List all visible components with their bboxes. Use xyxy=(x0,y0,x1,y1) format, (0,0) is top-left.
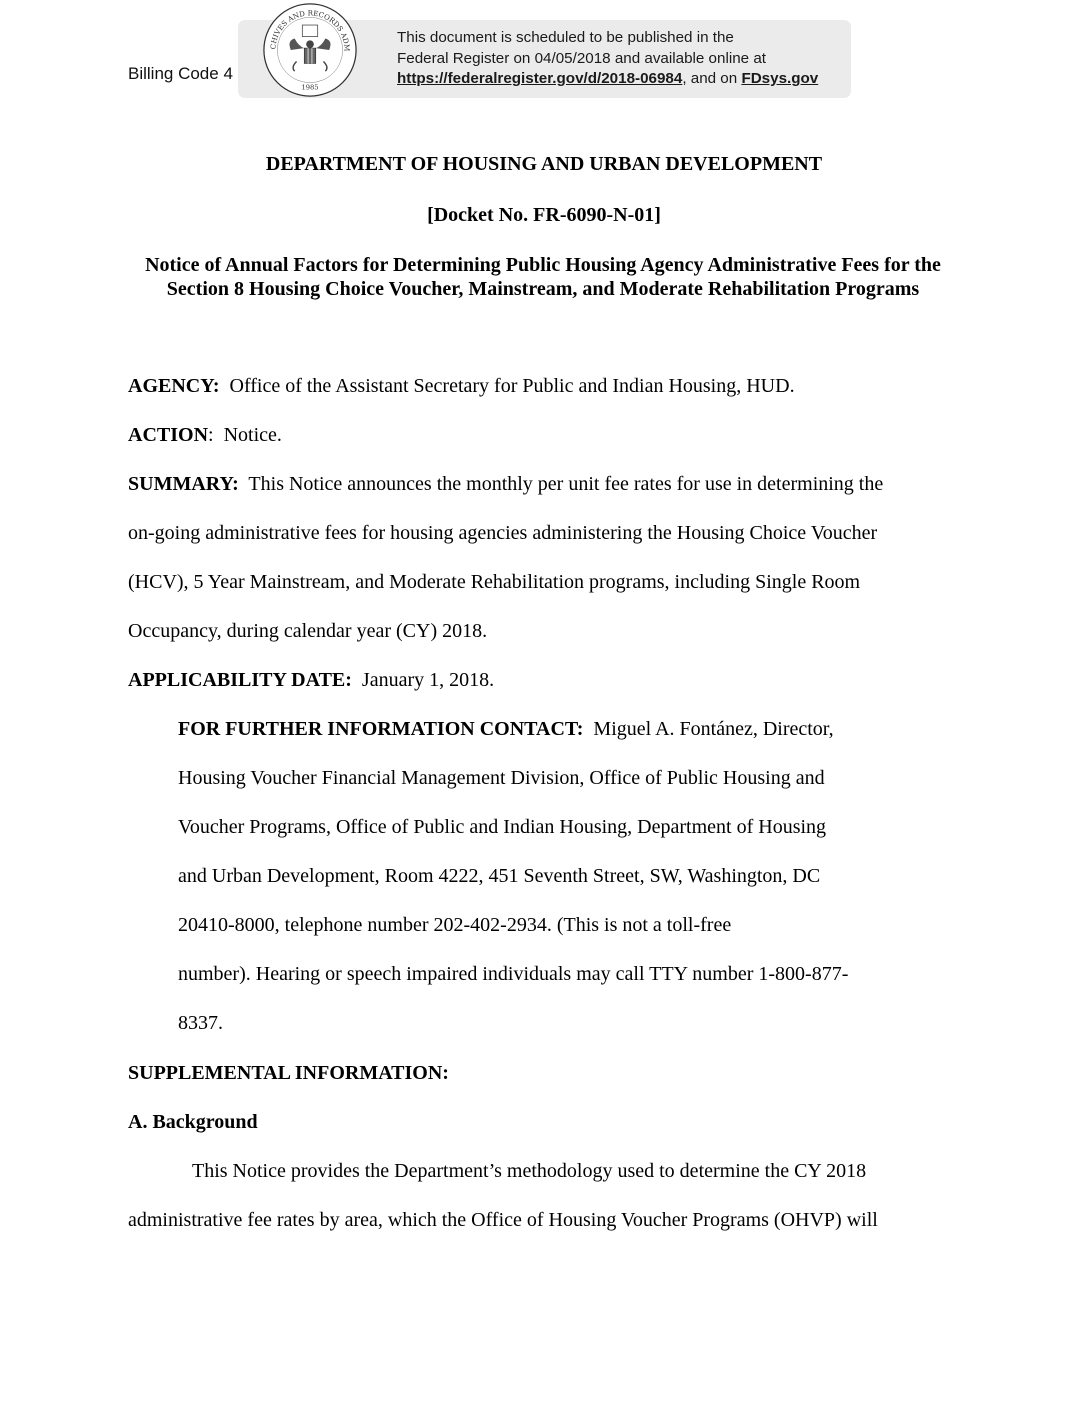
applicability-label: APPLICABILITY DATE: xyxy=(128,669,352,691)
background-line-2: administrative fee rates by area, which the Office of Housing Voucher Programs (OHVP) will xyxy=(128,1209,878,1231)
seal-year: 1985 xyxy=(301,83,319,92)
background-heading: A. Background xyxy=(128,1111,258,1133)
applicability-text: January 1, 2018. xyxy=(361,669,495,691)
seal-text: CHIVES AND RECORDS ADM xyxy=(268,8,352,52)
federal-register-link[interactable]: https://federalregister.gov/d/2018-06984 xyxy=(397,70,683,87)
action-label: ACTION xyxy=(128,424,209,446)
summary-line-3: (HCV), 5 Year Mainstream, and Moderate Rehabilitation programs, including Single Room xyxy=(128,571,861,593)
notice-title: Notice of Annual Factors for Determining Public Housing Agency Administrative Fees for the Section 8 Housing Choice Voucher, Mainstream, and Moderate Rehabilitation Programs xyxy=(145,254,941,300)
agency-label: AGENCY: xyxy=(128,375,220,397)
background-line-1: This Notice provides the Department’s methodology used to determine the CY 2018 xyxy=(192,1160,867,1182)
agency-line xyxy=(128,375,795,398)
applicability-line xyxy=(128,669,494,692)
action-sep: : xyxy=(208,424,214,446)
action-line xyxy=(128,424,282,447)
contact-text-1: Miguel A. Fontánez, Director, xyxy=(593,718,834,740)
banner-line-1: This document is scheduled to be published in the xyxy=(397,29,734,46)
summary-line-2: on-going administrative fees for housing agencies administering the Housing Choice Voucher xyxy=(128,522,878,544)
supplemental-heading: SUPPLEMENTAL INFORMATION: xyxy=(128,1062,449,1084)
nara-seal-icon xyxy=(262,2,358,98)
contact-line-3: Voucher Programs, Office of Public and Indian Housing, Department of Housing xyxy=(178,816,827,838)
banner-line-2: Federal Register on 04/05/2018 and available online at xyxy=(397,49,766,67)
summary-line-1 xyxy=(128,473,883,496)
action-text: Notice. xyxy=(223,424,282,446)
contact-line-4: and Urban Development, Room 4222, 451 Seventh Street, SW, Washington, DC xyxy=(178,865,821,887)
billing-code: Billing Code 4 xyxy=(128,64,233,83)
banner-line-3 xyxy=(397,69,818,90)
summary-line-4: Occupancy, during calendar year (CY) 2018. xyxy=(128,620,488,642)
banner-mid-text: , and on xyxy=(682,70,742,87)
contact-line-5: 20410-8000, telephone number 202-402-2934. (This is not a toll-free xyxy=(178,914,732,936)
summary-text-1: This Notice announces the monthly per unit fee rates for use in determining the xyxy=(248,473,884,495)
summary-label: SUMMARY: xyxy=(128,473,239,495)
banner-text xyxy=(397,28,818,90)
agency-text: Office of the Assistant Secretary for Public and Indian Housing, HUD. xyxy=(229,375,795,397)
department-heading: DEPARTMENT OF HOUSING AND URBAN DEVELOPMENT xyxy=(265,153,823,175)
contact-line-2: Housing Voucher Financial Management Division, Office of Public Housing and xyxy=(178,767,825,789)
docket-number: [Docket No. FR-6090-N-01] xyxy=(427,204,661,226)
contact-line-7: 8337. xyxy=(178,1012,223,1034)
contact-label: FOR FURTHER INFORMATION CONTACT: xyxy=(178,718,584,740)
contact-line-6: number). Hearing or speech impaired individuals may call TTY number 1-800-877- xyxy=(178,963,849,985)
contact-line-1 xyxy=(178,718,834,741)
fdsys-link[interactable]: FDsys.gov xyxy=(741,70,819,87)
